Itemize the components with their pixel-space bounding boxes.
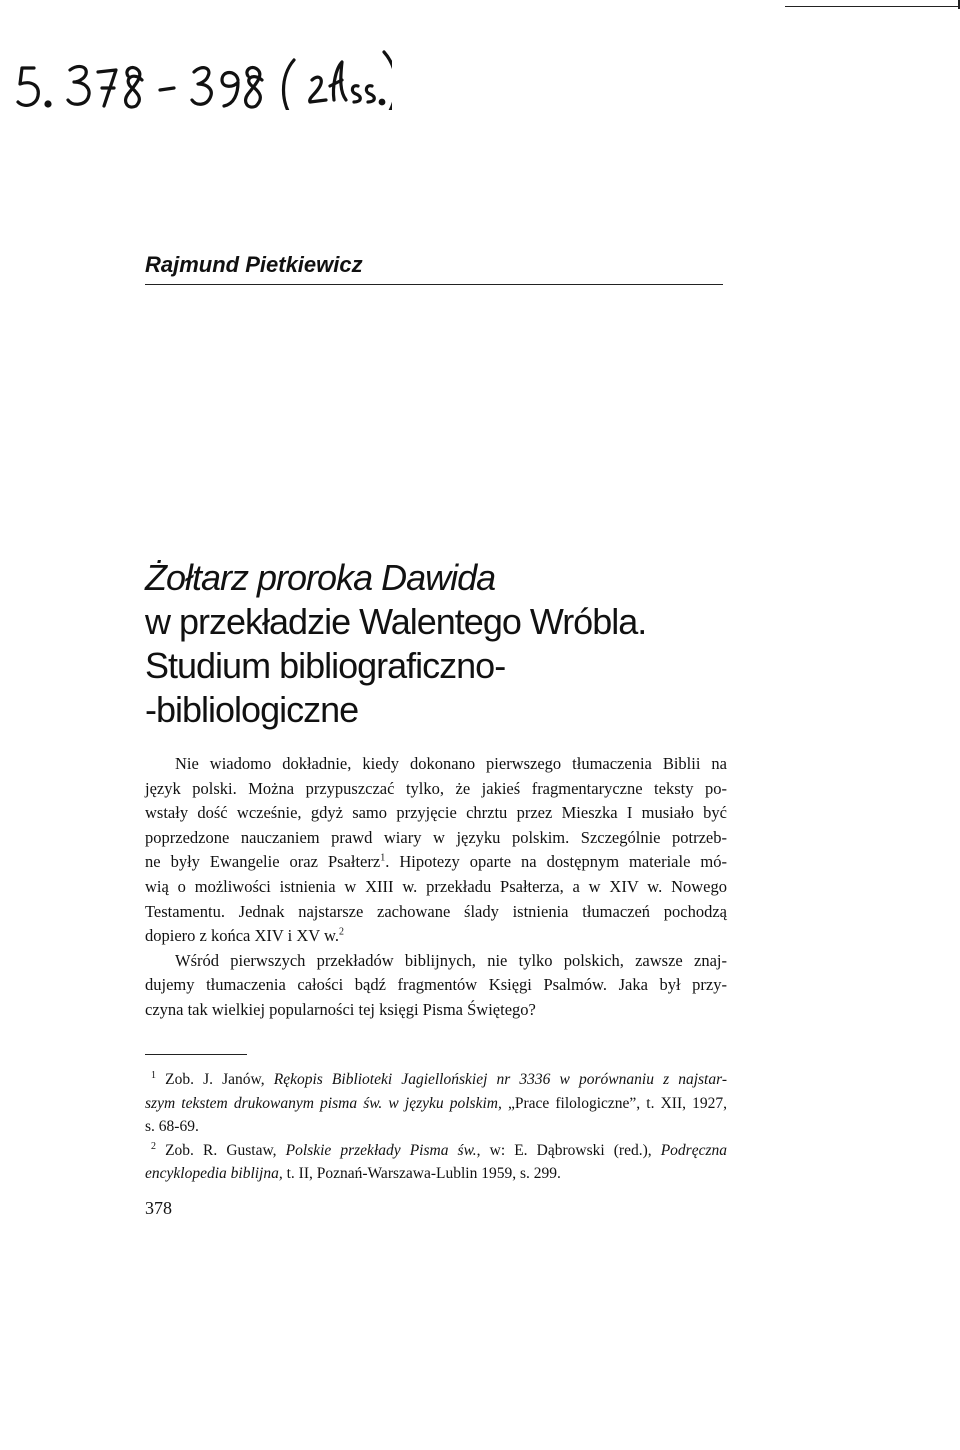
footnote-1-text: „Prace filologiczne”, t. XII, 1927,	[501, 1094, 727, 1112]
paragraph-1	[145, 752, 727, 949]
footnote-2-text: Zob. R. Gustaw,	[165, 1141, 286, 1159]
footnote-2	[145, 1139, 727, 1186]
footnote-1-text: Zob. J. Janów,	[165, 1071, 274, 1088]
footnote-1-title: Rękopis Biblioteki Jagiellońskiej nr 3336 w porównaniu z najstar-	[273, 1071, 727, 1088]
paragraph-1-line: język polski. Można przypuszczać tylko, że jakieś fragmentaryczne teksty po-	[145, 778, 727, 798]
author-name: Rajmund Pietkiewicz	[145, 252, 723, 285]
paragraph-1-line: poprzedzone nauczaniem prawd wiary w języku polskim. Szczególnie potrzeb-	[145, 827, 727, 847]
paragraph-2-line: dujemy tłumaczenia całości bądź fragmentów Księgi Psalmów. Jaka był przy-	[145, 975, 727, 995]
footnote-2-title: Polskie przekłady Pisma św.	[285, 1141, 477, 1159]
footnote-2-title: Podręczna	[660, 1141, 728, 1159]
article-title	[145, 556, 745, 732]
paragraph-1-line-with-ref	[145, 850, 727, 875]
paragraph-1-line-part: . Hipotezy oparte na dostępnym materiale mó-	[385, 852, 727, 872]
footnote-2-number: 2	[151, 1140, 156, 1152]
paragraph-1-line: wstały dość wcześnie, gdyż samo przyjęcie chrztu przez Mieszka I musiało być	[145, 803, 727, 823]
title-line-1: Żołtarz proroka Dawida	[145, 557, 496, 598]
footnote-1-number: 1	[151, 1069, 156, 1081]
footnote-2-text: t. II, Poznań-Warszawa-Lublin 1959, s. 299.	[282, 1165, 561, 1182]
footnote-2-line	[145, 1162, 727, 1186]
corner-scan-rule	[785, 6, 960, 7]
paragraph-1-line: wią o możliwości istnienia w XIII w. przekładu Psałterza, a w XIV w. Nowego	[145, 876, 727, 896]
paragraph-2-line: czyna tak wielkiej popularności tej księgi Pisma Świętego?	[145, 999, 536, 1019]
footnote-separator	[145, 1054, 247, 1055]
footnote-ref-1: 1	[380, 852, 386, 864]
paragraph-1-line-part: ne były Ewangelie oraz Psałterz	[145, 852, 381, 872]
title-line-2: w przekładzie Walentego Wróbla.	[145, 601, 647, 642]
footnotes	[145, 1068, 727, 1186]
title-line-4: -bibliologiczne	[145, 689, 359, 730]
paragraph-1-line: Nie wiadomo dokładnie, kiedy dokonano pierwszego tłumaczenia Biblii na	[175, 754, 727, 773]
handwritten-annotation-drawing	[12, 40, 392, 110]
footnote-1	[145, 1068, 727, 1139]
footnote-2-line	[145, 1139, 727, 1163]
footnote-1-line: s. 68-69.	[145, 1118, 199, 1135]
footnote-2-title: encyklopedia biblijna,	[145, 1165, 283, 1182]
footnote-1-line	[145, 1092, 727, 1116]
paragraph-1-line-with-ref	[145, 924, 727, 949]
footnote-1-line	[145, 1068, 727, 1092]
footnote-1-title: szym tekstem drukowanym pisma św. w języku polskim,	[145, 1094, 502, 1112]
footnote-2-text: , w: E. Dąbrowski (red.),	[476, 1141, 661, 1159]
title-line-3: Studium bibliograficzno-	[145, 645, 506, 686]
paragraph-2-line: Wśród pierwszych przekładów biblijnych, nie tylko polskich, zawsze znaj-	[175, 950, 727, 970]
paragraph-1-line: Testamentu. Jednak najstarsze zachowane ślady istnienia tłumaczeń pochodzą	[145, 901, 727, 921]
body-text	[145, 752, 727, 1023]
paragraph-2	[145, 949, 727, 1023]
paragraph-1-line-part: dopiero z końca XIV i XV w.	[145, 926, 339, 946]
page-number: 378	[145, 1198, 172, 1218]
footnote-ref-2: 2	[339, 926, 344, 938]
handwritten-page-range-annotation	[12, 40, 392, 110]
